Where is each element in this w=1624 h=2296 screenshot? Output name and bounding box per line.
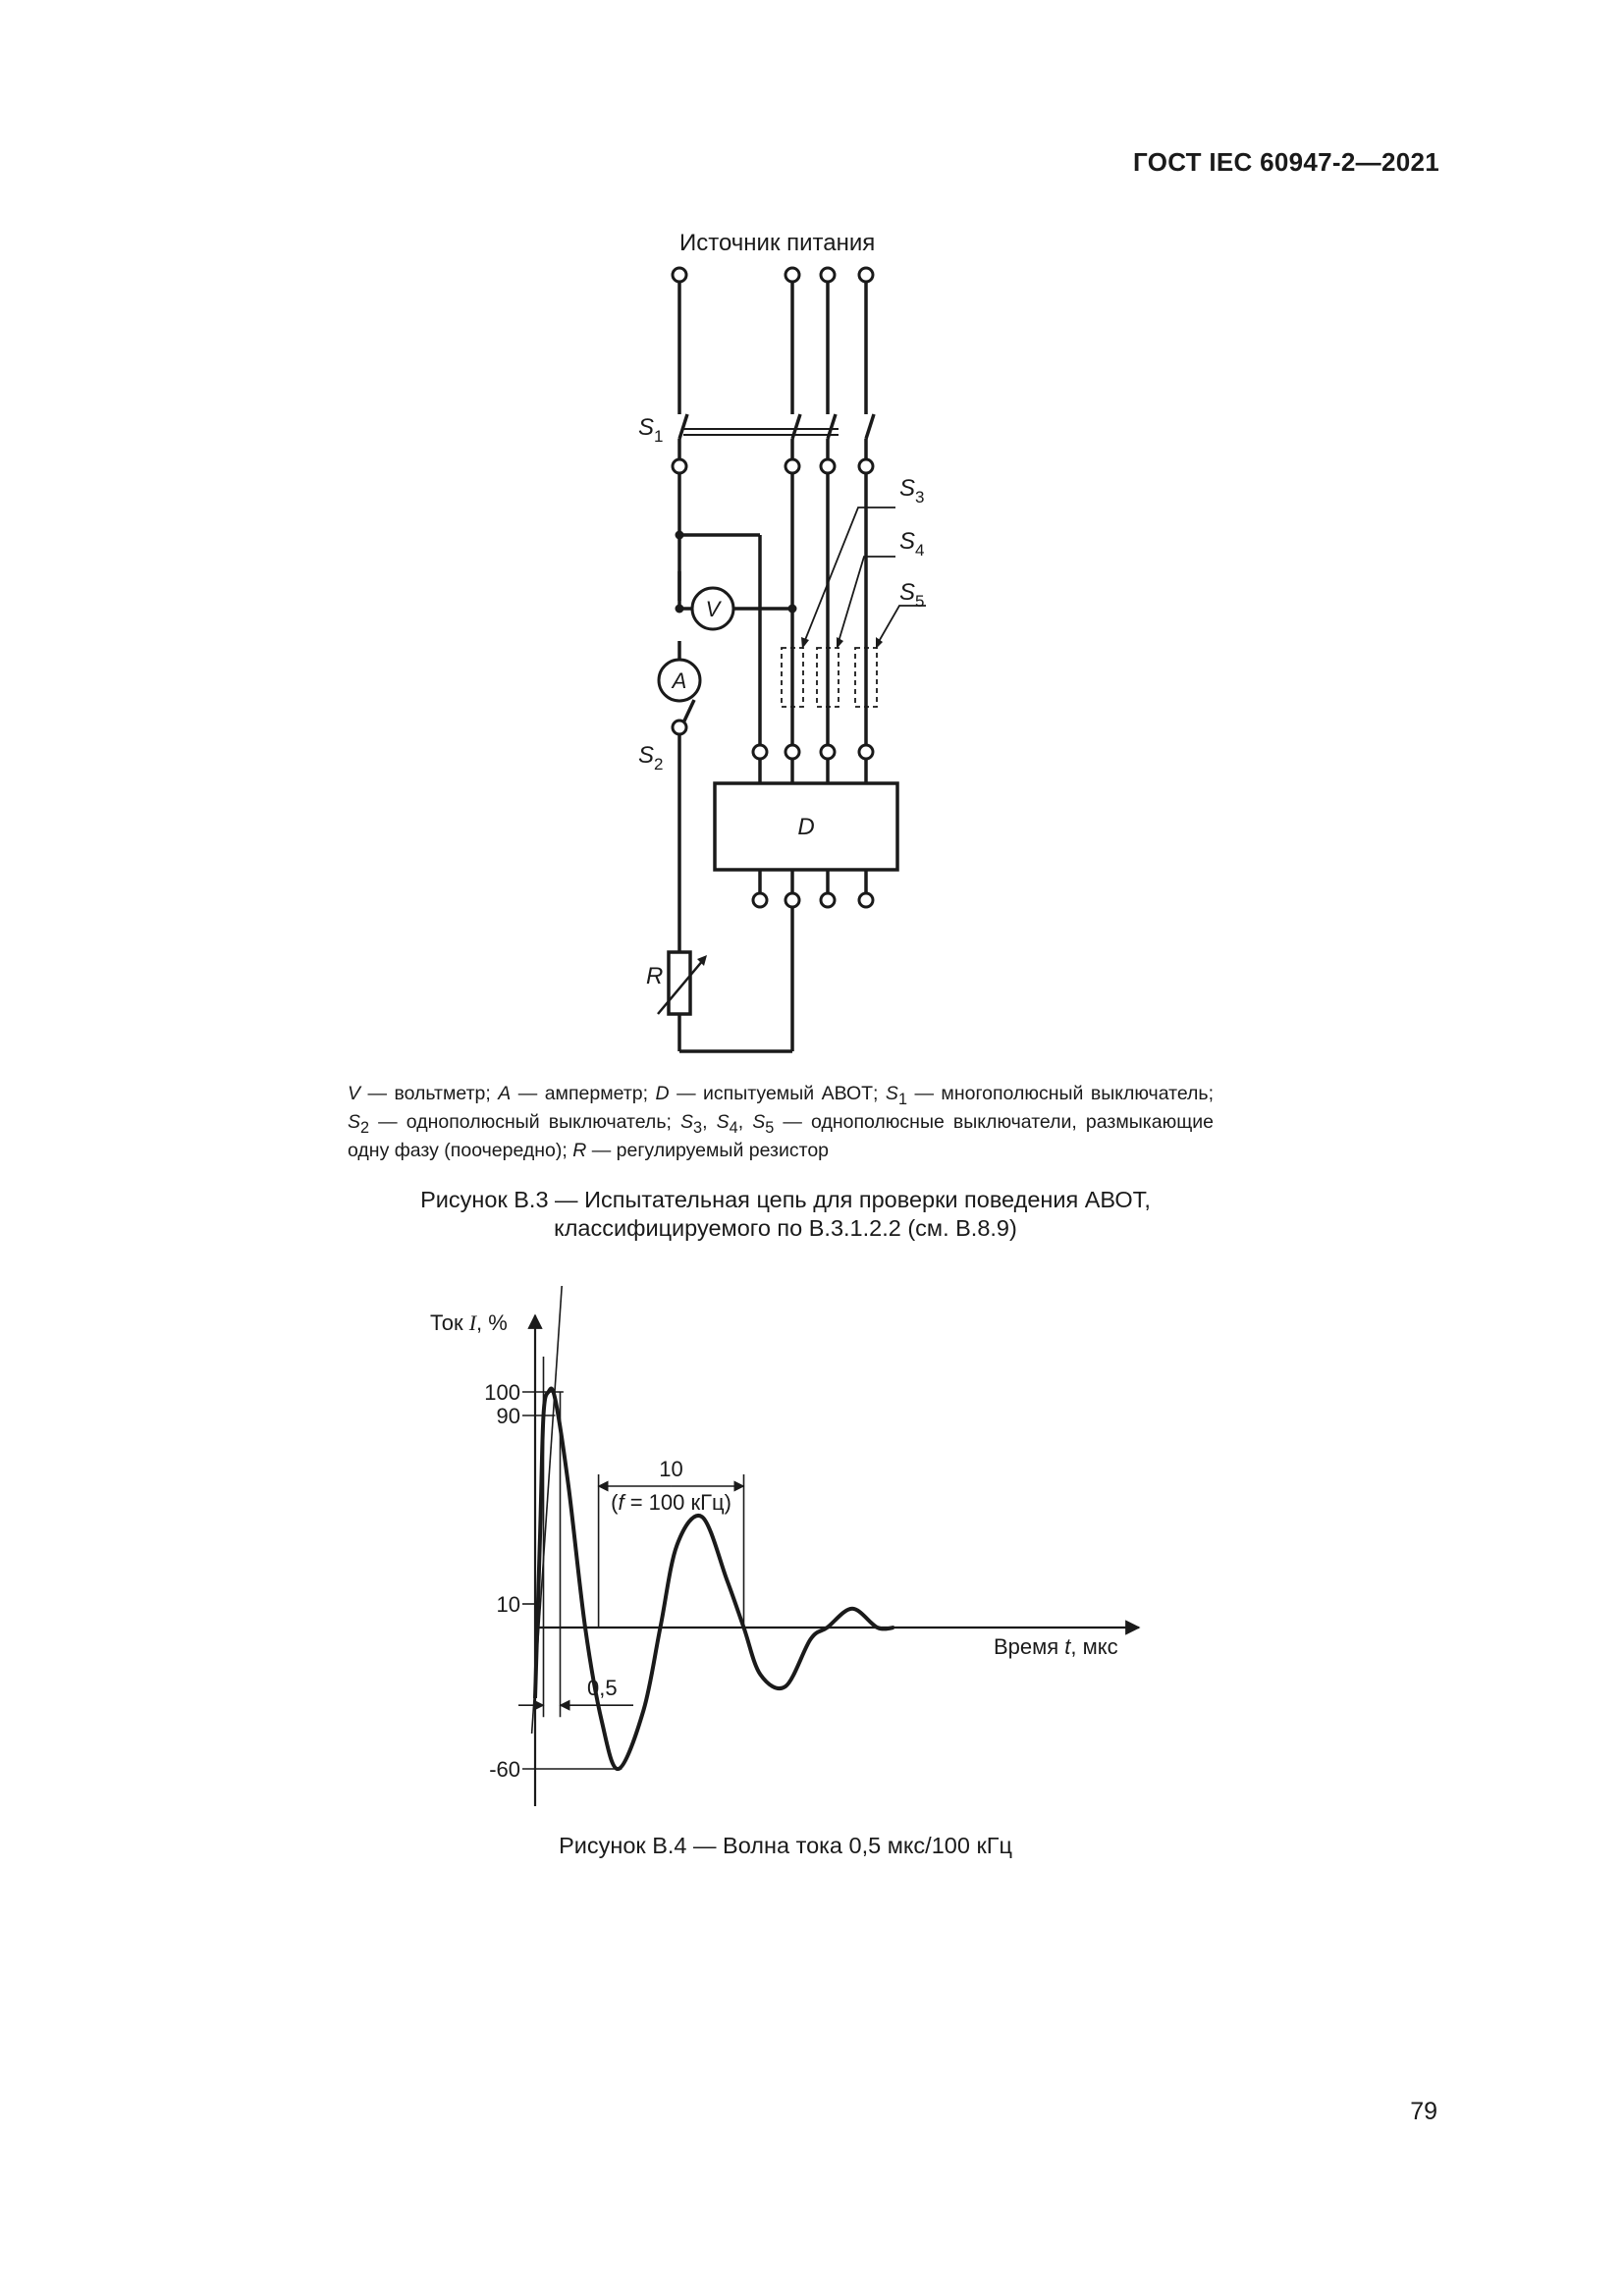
frequency-label: (f = 100 кГц) (611, 1490, 731, 1515)
y-tick-label: 10 (496, 1592, 520, 1617)
s1-label: S (638, 414, 655, 441)
s4-label: S (899, 528, 916, 555)
svg-text:S4: $S_4$ (899, 528, 925, 560)
svg-text:S3: $S_3$ (899, 475, 925, 507)
ammeter-symbol: A (672, 668, 687, 693)
rise-time-label: 0,5 (587, 1676, 618, 1701)
y-tick-label: 90 (496, 1404, 520, 1428)
s3-label: S (899, 475, 916, 502)
svg-text:S5: $S_5$ (899, 579, 925, 611)
page-number: 79 (1410, 2098, 1437, 2125)
s2-label: S (638, 742, 655, 769)
device-label: D (797, 814, 815, 840)
resistor-label: R (646, 963, 664, 989)
document-header: ГОСТ IEC 60947-2—2021 (1133, 147, 1439, 177)
series-line-current (535, 1389, 894, 1770)
figure-b3-circuit (609, 221, 962, 1065)
tangent-line (532, 1286, 563, 1734)
period-label: 10 (659, 1457, 683, 1481)
voltmeter-symbol: V (705, 597, 721, 621)
figure-b4-caption: Рисунок B.4 — Волна тока 0,5 мкс/100 кГц (559, 1833, 1012, 1858)
svg-text:Ток I, %: Ток I, % (430, 1310, 508, 1335)
y-tick-label: -60 (489, 1757, 520, 1782)
s5-label: S (899, 579, 916, 606)
figure-b3-caption: Рисунок B.3 — Испытательная цепь для проверки поведения АВОТ, классифицируемого по B.3.1.2.2 (см. B.8.9) (420, 1187, 1151, 1241)
y-tick-label: 100 (484, 1380, 520, 1405)
figure-b4-chart (412, 1286, 1159, 1836)
figure-b3-legend: V — вольтметр; A — амперметр; D — испытуемый АВОТ; $S_1$ — многополюсный выключатель; $S_2$ — однополюсный выключатель; $S_3$, $S_4$, $S_5$ — однополюсные выключатели, размыкающие одну фазу (поочередно); R — регулируемый резистор (348, 1083, 1215, 1161)
svg-text:Время t, мкс: Время t, мкс (994, 1634, 1118, 1659)
source-label: Источник питания (679, 230, 876, 256)
svg-text:S2: $S_2$ (638, 742, 664, 774)
svg-text:S1: $S_1$ (638, 414, 664, 446)
